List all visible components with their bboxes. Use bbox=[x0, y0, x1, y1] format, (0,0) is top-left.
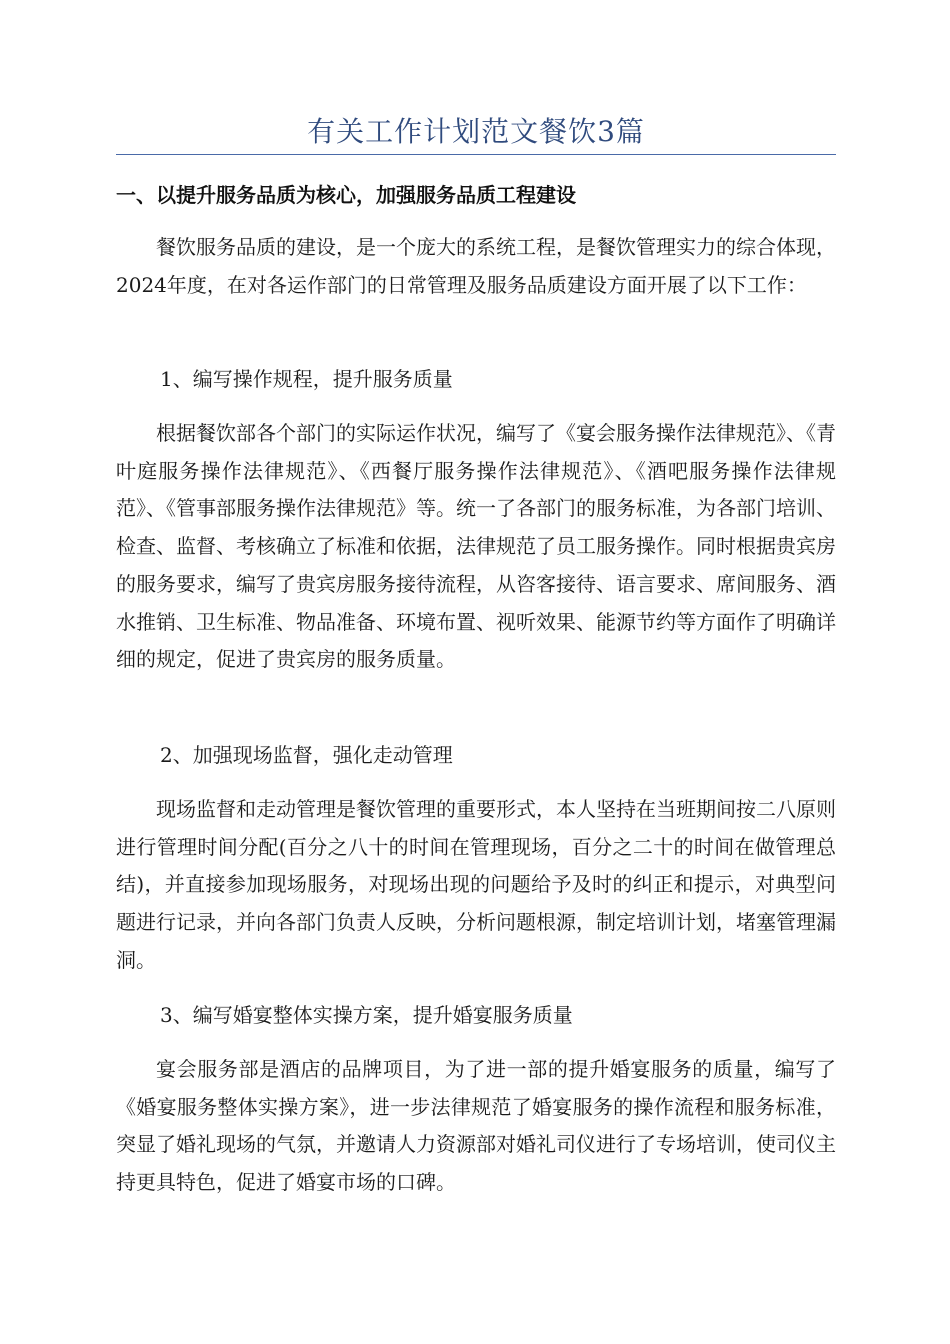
item-body: 根据餐饮部各个部门的实际运作状况，编写了《宴会服务操作法律规范》、《青叶庭服务操作法律规范》、《西餐厅服务操作法律规范》、《酒吧服务操作法律规范》、《管事部服务操作法律规范》等。统一了各部门的服务标准，为各部门培训、检查、监督、考核确立了标准和依据，法律规范了员工服务操作。同时根据贵宾房的服务要求，编写了贵宾房服务接待流程，从咨客接待、语言要求、席间服务、酒水推销、卫生标准、物品准备、环境布置、视听效果、能源节约等方面作了明确详细的规定，促进了贵宾房的服务质量。 bbox=[116, 421, 836, 672]
item-heading: 3、编写婚宴整体实操方案，提升婚宴服务质量 bbox=[160, 1003, 573, 1027]
title-underline bbox=[116, 154, 836, 155]
item-heading: 2、加强现场监督，强化走动管理 bbox=[160, 743, 453, 767]
item-body: 现场监督和走动管理是餐饮管理的重要形式，本人坚持在当班期间按二八原则进行管理时间分配(百分之八十的时间在管理现场，百分之二十的时间在做管理总结)，并直接参加现场服务，对现场出现的问题给予及时的纠正和提示，对典型问题进行记录，并向各部门负责人反映，分析问题根源，制定培训计划，堵塞管理漏洞。 bbox=[116, 797, 836, 972]
section-heading: 一、以提升服务品质为核心，加强服务品质工程建设 bbox=[116, 183, 576, 207]
document-title: 有关工作计划范文餐饮3篇 bbox=[307, 115, 645, 148]
item-heading: 1、编写操作规程，提升服务质量 bbox=[160, 367, 453, 391]
intro-paragraph: 餐饮服务品质的建设，是一个庞大的系统工程，是餐饮管理实力的综合体现，2024年度，在对各运作部门的日常管理及服务品质建设方面开展了以下工作： bbox=[116, 235, 836, 297]
item-body: 宴会服务部是酒店的品牌项目，为了进一部的提升婚宴服务的质量，编写了《婚宴服务整体实操方案》，进一步法律规范了婚宴服务的操作流程和服务标准，突显了婚礼现场的气氛，并邀请人力资源部对婚礼司仪进行了专场培训，使司仪主持更具特色，促进了婚宴市场的口碑。 bbox=[116, 1057, 836, 1195]
